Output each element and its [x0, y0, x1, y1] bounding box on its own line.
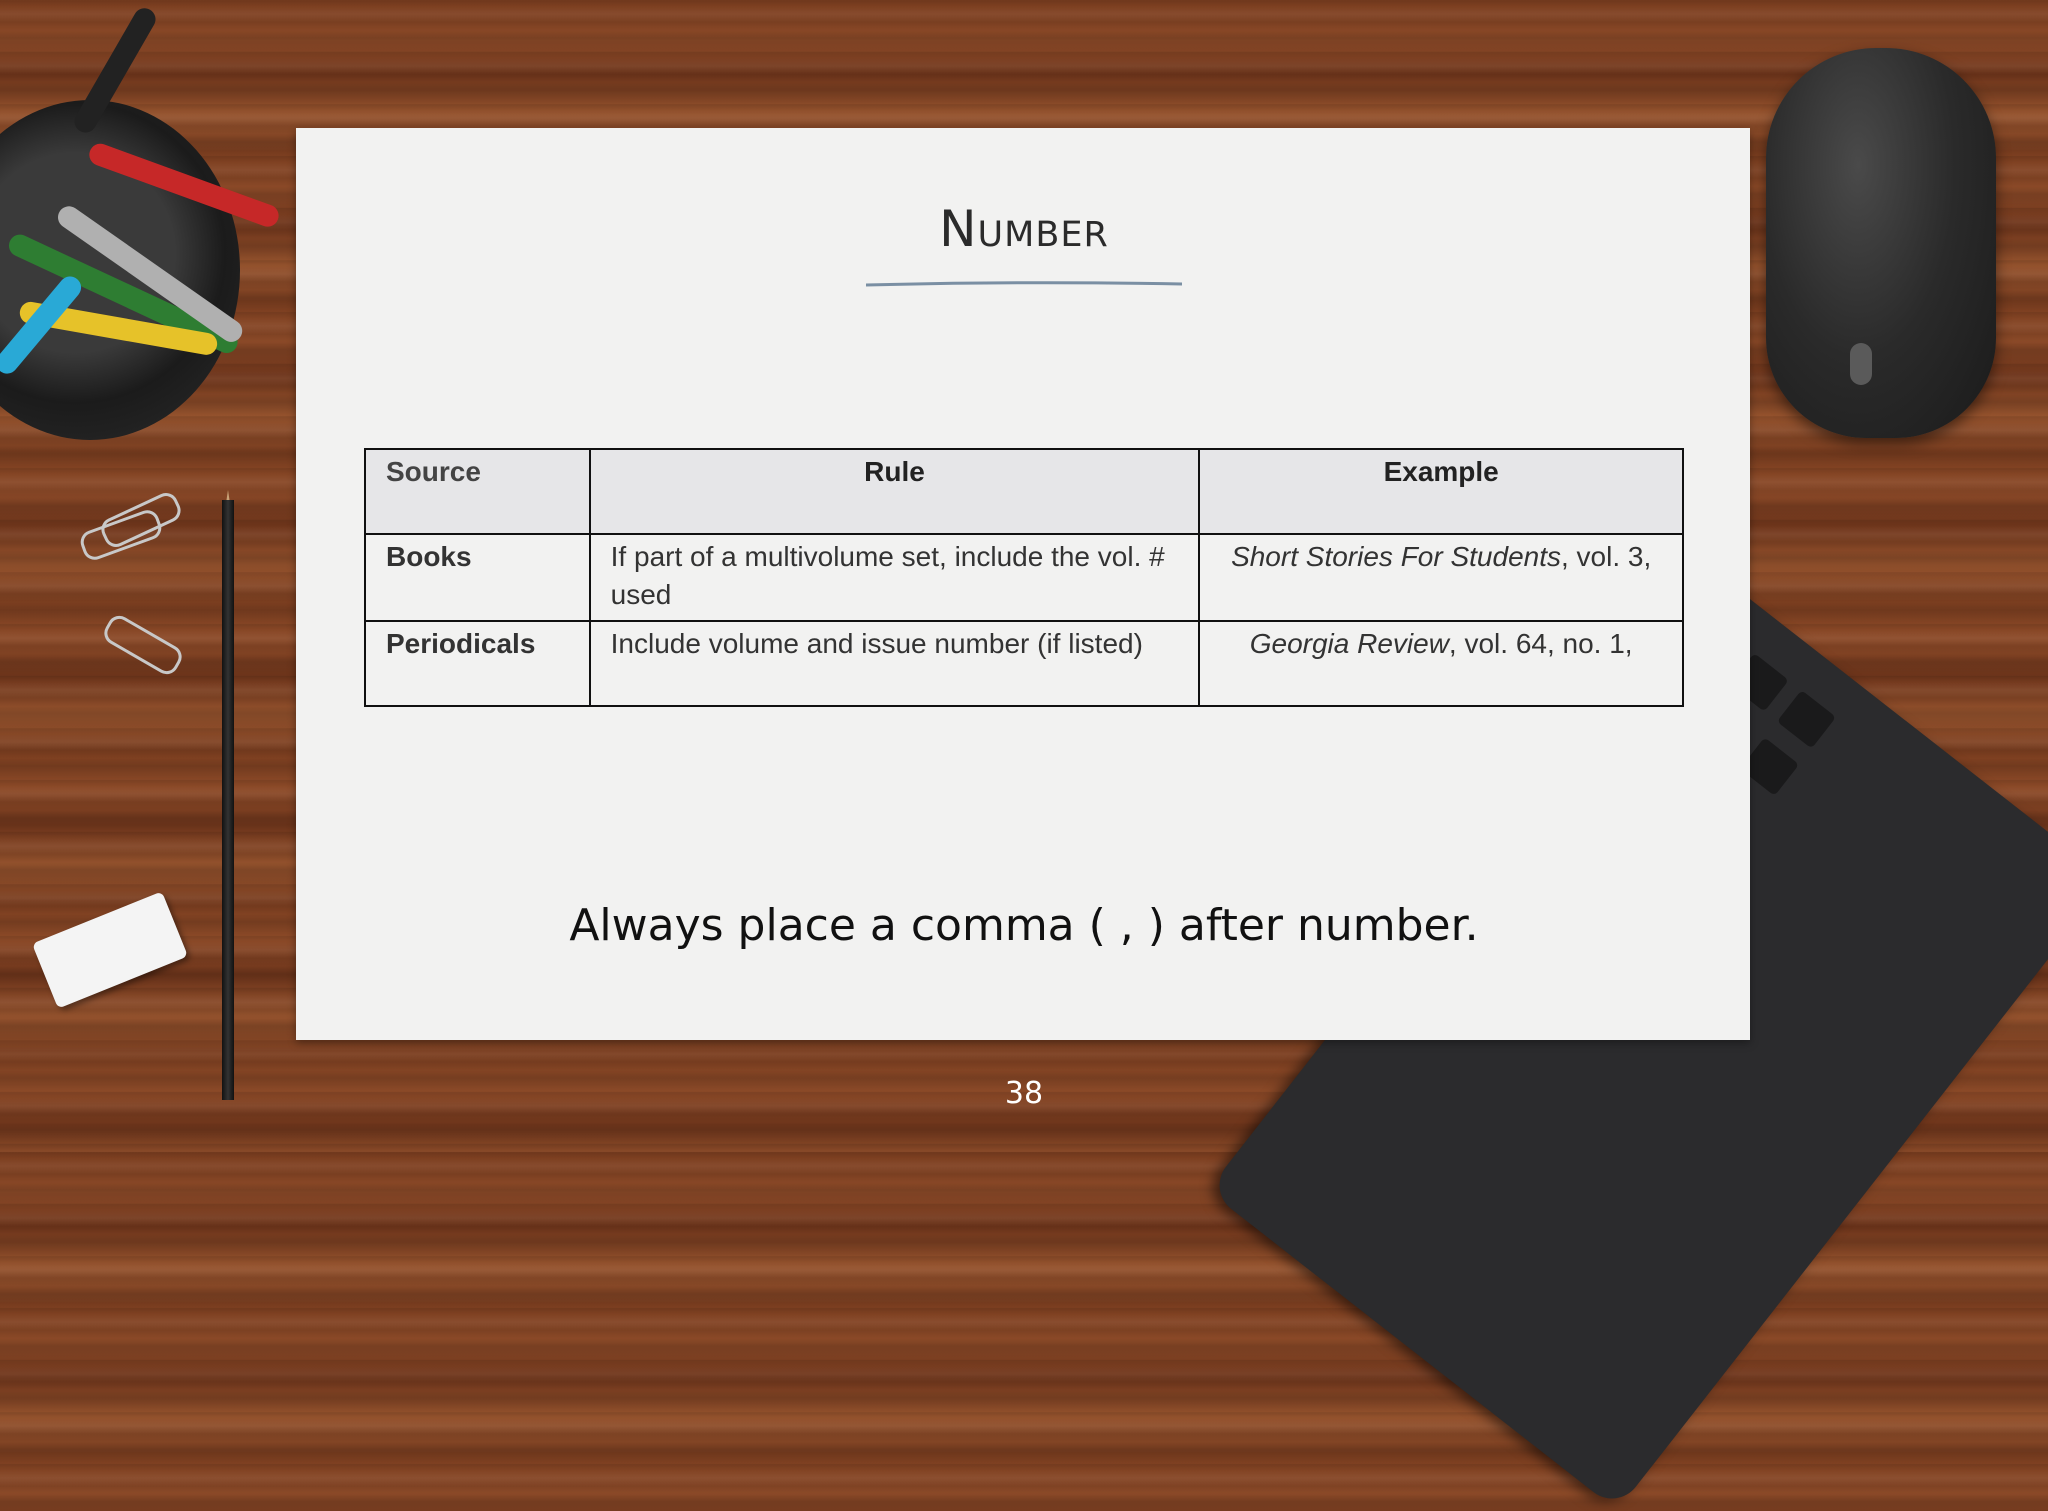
- pencil-decoration: [222, 500, 234, 1100]
- example-cell: [1199, 534, 1683, 621]
- paperclip-decoration: [100, 612, 186, 679]
- table-row: [365, 534, 1683, 621]
- comma-note: Always place a comma ( , ) after number.: [569, 900, 1479, 951]
- rule-cell: If part of a multivolume set, include the vol. # used: [590, 534, 1200, 621]
- source-cell: Periodicals: [365, 621, 590, 706]
- mouse-wheel-decoration: [1850, 343, 1872, 385]
- title-underline: [866, 281, 1182, 287]
- key-decoration: [1777, 690, 1836, 749]
- page-number: 38: [1004, 1076, 1044, 1111]
- header-rule: Rule: [590, 449, 1200, 534]
- example-title: Short Stories For Students: [1231, 541, 1561, 572]
- header-example: Example: [1199, 449, 1683, 534]
- table-row: [365, 621, 1683, 706]
- header-source: Source: [365, 449, 590, 534]
- example-detail: , vol. 64, no. 1,: [1448, 628, 1633, 659]
- example-cell: [1199, 621, 1683, 706]
- slide-title: Number: [939, 200, 1109, 258]
- example-title: Georgia Review: [1249, 628, 1449, 659]
- example-detail: , vol. 3,: [1561, 541, 1652, 572]
- table-header-row: [365, 449, 1683, 534]
- rule-cell: Include volume and issue number (if listed): [590, 621, 1200, 706]
- source-cell: Books: [365, 534, 590, 621]
- citation-rules-table: [364, 448, 1684, 707]
